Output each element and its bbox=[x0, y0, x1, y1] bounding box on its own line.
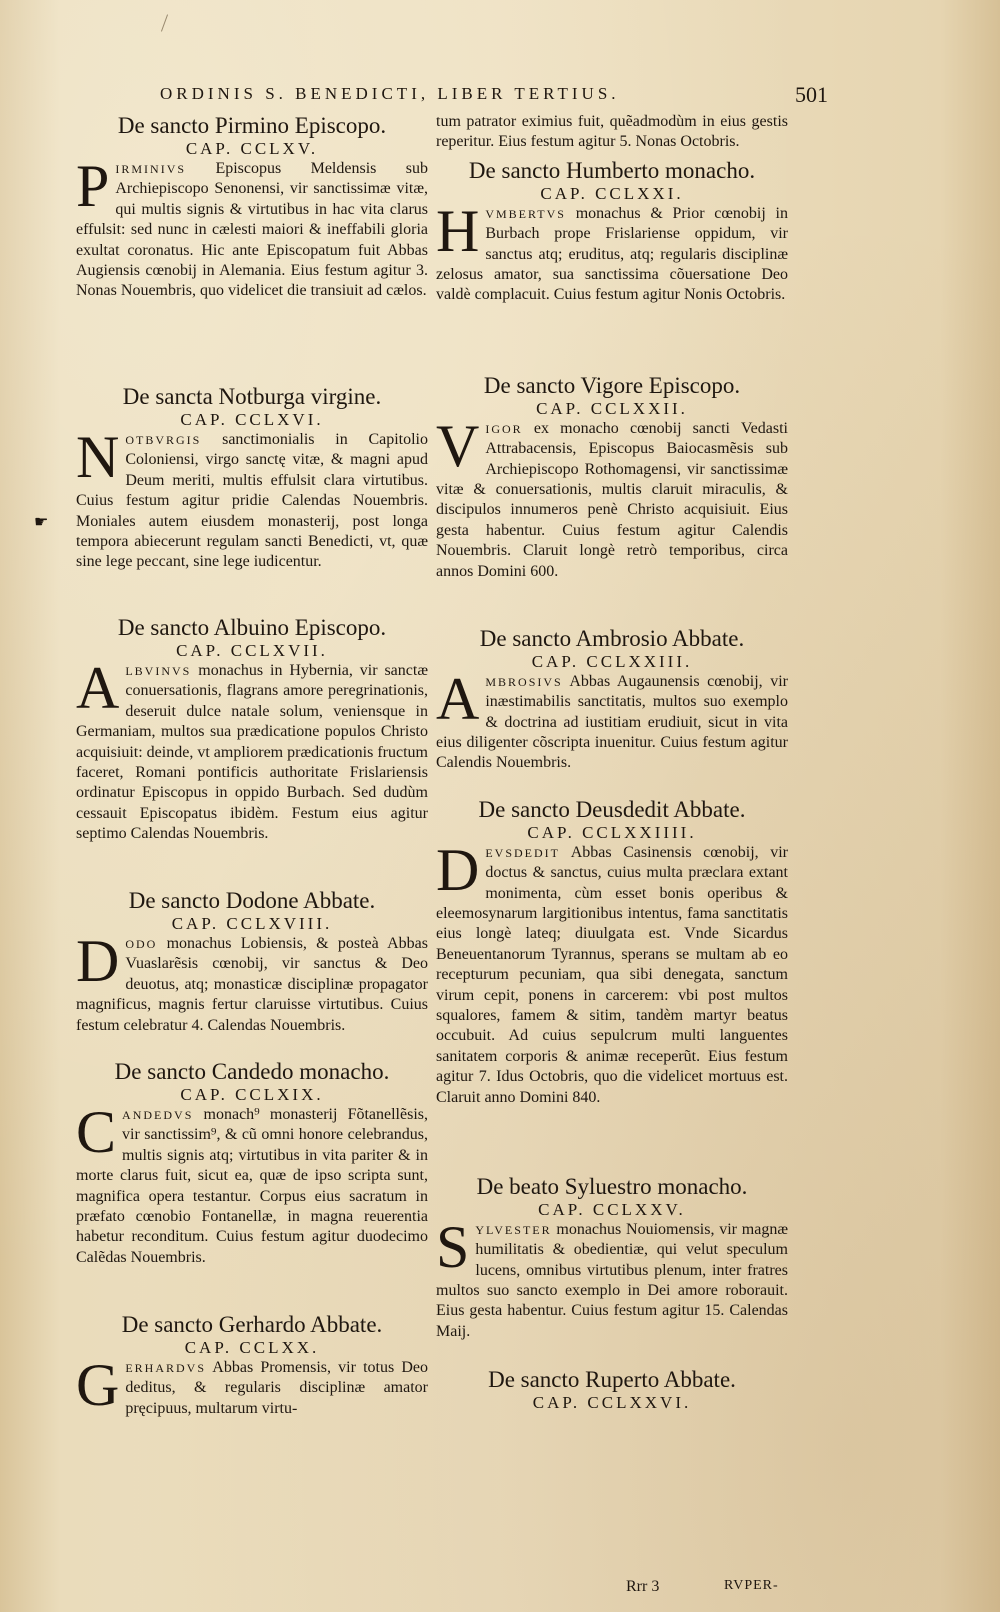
entry-text bbox=[436, 204, 788, 372]
chapter-number: CAP. CCLXVII. bbox=[176, 641, 328, 660]
lead-word: EVSDEDIT bbox=[485, 845, 561, 860]
entry-text bbox=[76, 1358, 428, 1422]
chapter-number: CAP. CCLXX. bbox=[184, 1338, 320, 1357]
chapter-number: CAP. CCLXXIII. bbox=[531, 651, 693, 671]
chapter-number: CAP. CCLXVIII. bbox=[171, 914, 333, 933]
lead-word: IGOR bbox=[485, 421, 523, 436]
entry-text bbox=[76, 661, 428, 887]
entry-body: Abbas Augaunensis cœnobij, vir inæstimabilis sanctitatis, multos suo exemplo & doctrina ad iustitiam erudiuit, sicut in vita eius diligenter cõscripta inuenitur. Cuius festum agitur Calendis Nouembris. bbox=[436, 672, 788, 772]
lead-word: OTBVRGIS bbox=[125, 433, 202, 447]
chapter-number: CAP. CCLXXV. bbox=[538, 1199, 686, 1219]
entry-text bbox=[76, 1105, 428, 1311]
entry-heading: De sancto Gerhardo Abbate. bbox=[121, 1312, 383, 1337]
entry-heading: De sancto Ruperto Abbate. bbox=[488, 1366, 736, 1392]
entry-heading: De beato Syluestro monacho. bbox=[476, 1173, 748, 1199]
entry-syluestro bbox=[436, 1173, 788, 1366]
signature-mark: Rrr 3 bbox=[626, 1578, 660, 1595]
lead-word: MBROSIVS bbox=[485, 674, 563, 689]
chapter-number: CAP. CCLXXII. bbox=[536, 398, 688, 418]
entry-text bbox=[436, 1220, 788, 1366]
entry-text bbox=[436, 843, 788, 1173]
ink-stroke bbox=[161, 14, 168, 31]
entry-body: Abbas Promensis, vir totus Deo deditus, & regularis disciplinæ amator pręcipuus, multarum virtu- bbox=[125, 1359, 428, 1417]
lead-word: ODO bbox=[125, 937, 158, 951]
left-column bbox=[76, 112, 428, 1422]
entry-body: monachus in Hybernia, vir sanctæ conuersationis, flagrans amore peregrinationis, deseruit dulce natale solum, veniensque in Germaniam, multos sua prædicatione populos Christo acquisiuit: deinde, vt ampliorem prædicationis fructum faceret, Romani pontificis authoritate Frislariensis ordinatur Episcopus in oppido Burbach. Sed dudùm cessauit Episcopatus ibidèm. Festum eius agitur septimo Calendas Nouembris. bbox=[76, 662, 428, 843]
lead-word: ANDEDVS bbox=[122, 1108, 194, 1122]
entry-pirmino bbox=[76, 112, 428, 383]
entry-candedo bbox=[76, 1058, 428, 1311]
entry-heading: De sancta Notburga virgine. bbox=[122, 384, 382, 409]
entry-vigore bbox=[436, 372, 788, 625]
entry-heading: De sancto Ambrosio Abbate. bbox=[479, 625, 745, 651]
entry-heading: De sancto Candedo monacho. bbox=[114, 1059, 390, 1084]
chapter-number: CAP. CCLXV. bbox=[185, 139, 319, 158]
drop-cap: V bbox=[436, 418, 480, 479]
entry-text bbox=[76, 430, 428, 614]
entry-heading: De sancto Albuino Episcopo. bbox=[117, 615, 387, 640]
entry-deusdedit bbox=[436, 796, 788, 1173]
entry-body: ex monacho cœnobij sancti Vedasti Attrabacensis, Episcopus Baiocasmẽsis sub Archiepiscopo Rothomagensi, vir sanctissimæ vitæ & conuersationis, multis claruit miraculis, & discipulos innumeros penè Christo acquisiuit. Eius gesta habentur. Cuius festum agitur Calendis Nouembris. Claruit longè retrò temporibus, circa annos Domini 600. bbox=[436, 419, 788, 580]
chapter-number: CAP. CCLXIX. bbox=[180, 1085, 324, 1104]
entry-humberto bbox=[436, 157, 788, 372]
entry-body: monachus Nouiomensis, vir magnæ humilitatis & obedientiæ, qui velut speculum lucens, omnibus virtutibus plenum, inter fratres multos suo sancto exemplo in Dei amore roborauit. Eius gesta habentur. Cuius festum agitur 15. Calendas Maij. bbox=[436, 1220, 788, 1340]
drop-cap: C bbox=[76, 1105, 117, 1165]
right-column bbox=[436, 112, 788, 1413]
entry-body: monachus & Prior cœnobij in Burbach prope Frislariense oppidum, vir sanctus atq; eruditus, atq; regularis disciplinæ zelosus amator, sua sanctissima cõuersatione Deo valdè complacuit. Cuius festum agitur Nonis Octobris. bbox=[436, 204, 788, 304]
drop-cap: A bbox=[436, 671, 480, 732]
entry-body: Abbas Casinensis cœnobij, vir doctus & sanctus, cuius multa præclara extant monimenta, cùm esset bonis operibus & eleemosynarum largitionibus intentus, fama sanctitatis eius longè lateq; diuulgata est. Vnde Sicardus Beneuentanorum Tyrannus, sperans se multam ab eo recepturum pecuniam, qua sibi denegata, sanctum virum cepit, ponens in carcerem: vbi post multos squalores, famem & sitim, tandèm martyr beatus occubuit. Ad cuius sepulcrum multi languentes sanitatem corporis & animæ receperũt. Eius festum agitur 7. Idus Octobris, quo die videlicet mortuus est. Claruit anno Domini 840. bbox=[436, 843, 788, 1106]
chapter-number: CAP. CCLXVI. bbox=[180, 410, 324, 429]
entry-gerhardo bbox=[76, 1311, 428, 1422]
catchword: RVPER- bbox=[724, 1578, 779, 1593]
entry-text bbox=[436, 419, 788, 625]
chapter-number: CAP. CCLXXIIII. bbox=[527, 822, 697, 842]
entry-ambrosio bbox=[436, 625, 788, 796]
entry-body: Episcopus Meldensis sub Archiepiscopo Senonensi, vir sanctissimæ vitæ, qui multis signis & virtutibus in hac vita clarus effulsit: sed nunc in cælesti maiori & ineffabili gloria exultat coronatus. Hic ante Episcopatum fuit Abbas Augiensis cœnobij in Alemania. Eius festum agitur 3. Nonas Nouembris, quo videlicet die transiuit ad cælos. bbox=[76, 160, 428, 300]
entry-text bbox=[436, 672, 788, 796]
continuation-text: tum patrator eximius fuit, quẽadmodùm in eius gestis reperitur. Eius festum agitur 5. Nonas Octobris. bbox=[436, 113, 788, 151]
entry-body: sanctimonialis in Capitolio Coloniensi, virgo sanctę vitæ, & magni apud Deum meriti, multis effulsit clara virtutibus. Cuius festum agitur pridie Calendas Nouembris. Moniales autem eiusdem monasterij, post longa tempora abiecerunt regulam sancti Benedicti, vt, quæ sine lege peccant, sine lege iudicentur. bbox=[76, 431, 428, 571]
entry-text bbox=[76, 159, 428, 383]
drop-cap: S bbox=[436, 1219, 470, 1280]
drop-cap: N bbox=[76, 430, 120, 490]
drop-cap: D bbox=[436, 842, 480, 903]
drop-cap: D bbox=[76, 934, 120, 994]
running-head: ORDINIS S. BENEDICTI, LIBER TERTIUS. bbox=[160, 84, 620, 103]
drop-cap: G bbox=[76, 1358, 120, 1418]
drop-cap: P bbox=[76, 159, 110, 219]
lead-word: YLVESTER bbox=[475, 1222, 552, 1237]
entry-heading: De sancto Dodone Abbate. bbox=[128, 888, 376, 913]
margin-pointer-mark: ☛ bbox=[34, 514, 49, 531]
entry-dodone bbox=[76, 887, 428, 1058]
lead-word: IRMINIVS bbox=[115, 162, 187, 176]
entry-body: monach⁹ monasterij Fõtanellẽsis, vir sanctissim⁹, & cũ omni honore celebrandus, multis signis atq; virtutibus in vita pariter & in morte clarus fuit, sicut ea, quæ de ipso scripta sunt, magnifica opera testantur. Corpus eius sacratum in præfato cœnobio Fontanellæ, in magna reuerentia habetur reconditum. Cuius festum agitur duodecimo Calẽdas Nouembris. bbox=[76, 1106, 428, 1266]
entry-albuino bbox=[76, 614, 428, 887]
drop-cap: A bbox=[76, 661, 120, 721]
entry-heading: De sancto Pirmino Episcopo. bbox=[117, 113, 387, 138]
chapter-number: CAP. CCLXXI. bbox=[540, 183, 684, 203]
entry-body: monachus Lobiensis, & posteà Abbas Vuaslarẽsis cœnobij, vir sanctus & Deo deuotus, atq; monasticæ disciplinæ propagator magnificus, magnis fertur claruisse virtutibus. Cuius festum celebratur 4. Calendas Nouembris. bbox=[76, 935, 428, 1034]
entry-ruperto bbox=[436, 1366, 788, 1413]
entry-text bbox=[76, 934, 428, 1058]
entry-heading: De sancto Vigore Episcopo. bbox=[483, 372, 741, 398]
entry-notburga bbox=[76, 383, 428, 614]
lead-word: LBVINVS bbox=[125, 664, 192, 678]
lead-word: VMBERTVS bbox=[485, 206, 566, 221]
entry-heading: De sancto Humberto monacho. bbox=[468, 157, 756, 183]
drop-cap: H bbox=[436, 203, 480, 264]
entry-heading: De sancto Deusdedit Abbate. bbox=[478, 796, 746, 822]
lead-word: ERHARDVS bbox=[125, 1361, 207, 1375]
chapter-number: CAP. CCLXXVI. bbox=[532, 1392, 692, 1412]
folio-number: 501 bbox=[795, 82, 828, 107]
